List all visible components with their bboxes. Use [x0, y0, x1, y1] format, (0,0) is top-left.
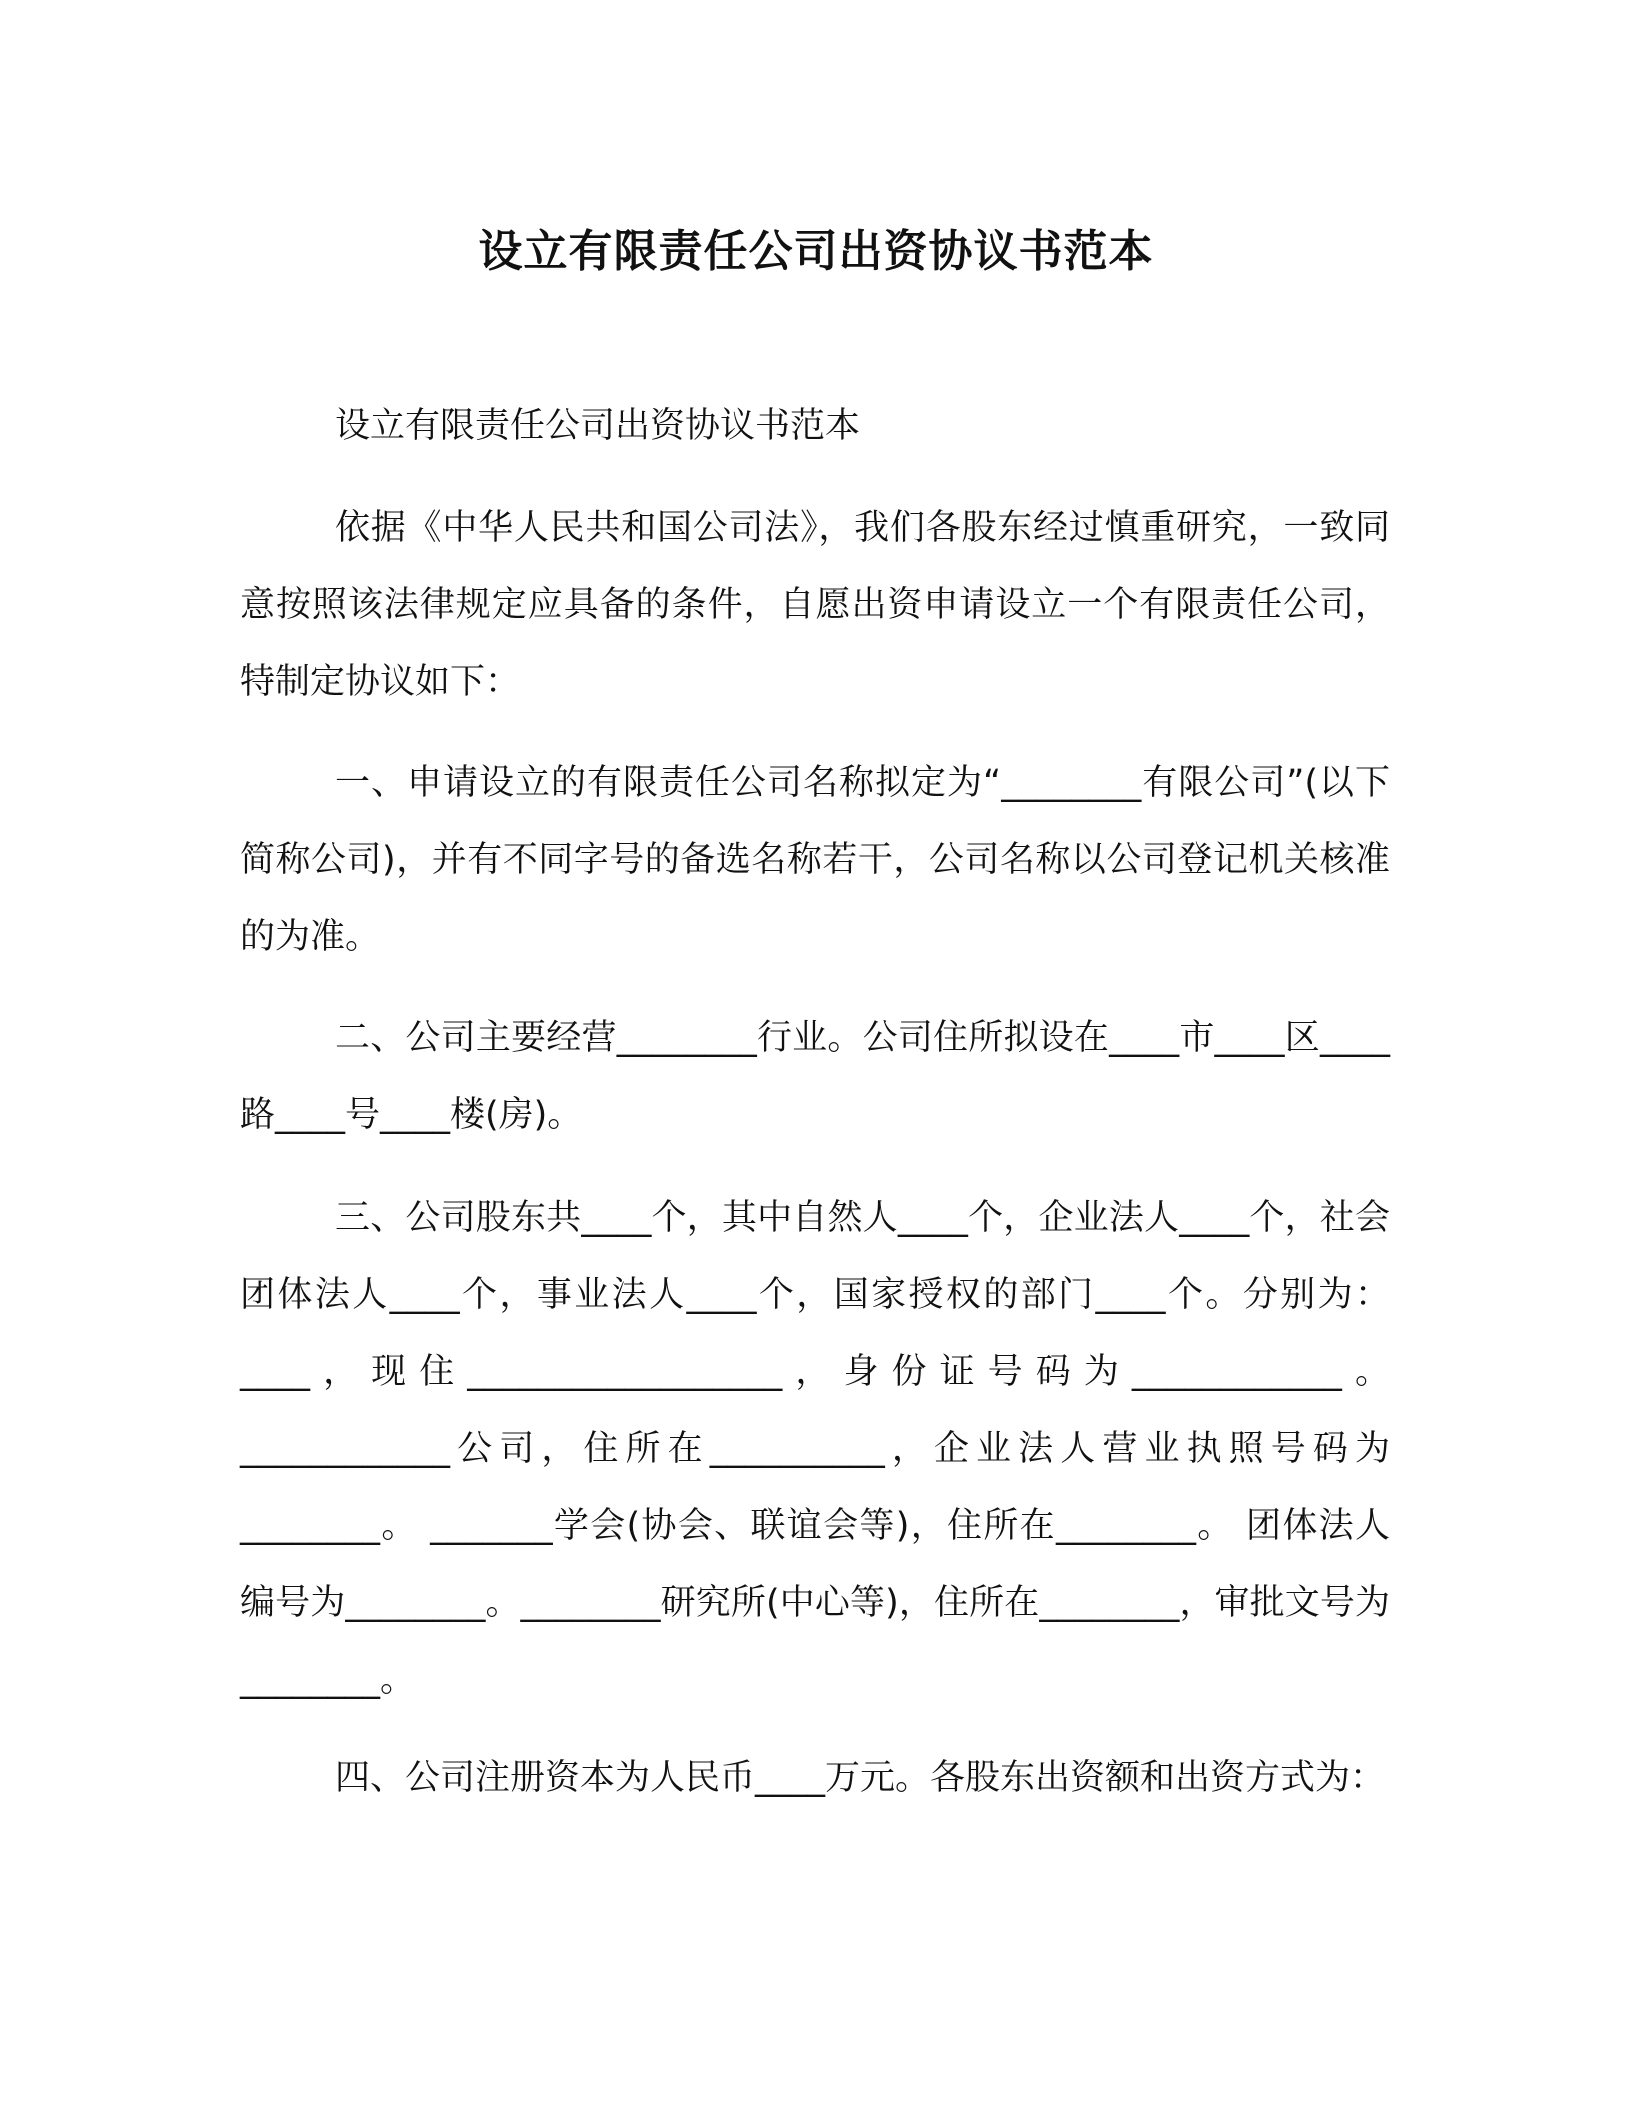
clause-1-paragraph: 一、申请设立的有限责任公司名称拟定为“________有限公司”(以下简称公司)，并有不同字号的备选名称若干，公司名称以公司登记机关核准的为准。 [240, 763, 1390, 957]
document-title: 设立有限责任公司出资协议书范本 [478, 226, 1154, 277]
clause-2-paragraph: 二、公司主要经营________行业。公司住所拟设在____市____区____路____号____楼(房)。 [240, 1018, 1390, 1135]
subtitle-paragraph: 设立有限责任公司出资协议书范本 [335, 406, 861, 446]
preamble-paragraph: 依据《中华人民共和国公司法》，我们各股东经过慎重研究，一致同意按照该法律规定应具备的条件，自愿出资申请设立一个有限责任公司，特制定协议如下： [240, 508, 1390, 702]
clause-4-paragraph: 四、公司注册资本为人民币____万元。各股东出资额和出资方式为： [335, 1758, 1386, 1798]
clause-3-paragraph: 三、公司股东共____个，其中自然人____个，企业法人____个，社会团体法人____个，事业法人____个，国家授权的部门____个。分别为：____，现住__________________，身份证号码为____________。____________公司，住所在__________，企业法人营业执照号码为________。 _______学会(协会、联谊会等)，住所在________。 团体法人编号为________。________研究所(中心等)，住所在________，审批文号为________。 [240, 1198, 1390, 1700]
